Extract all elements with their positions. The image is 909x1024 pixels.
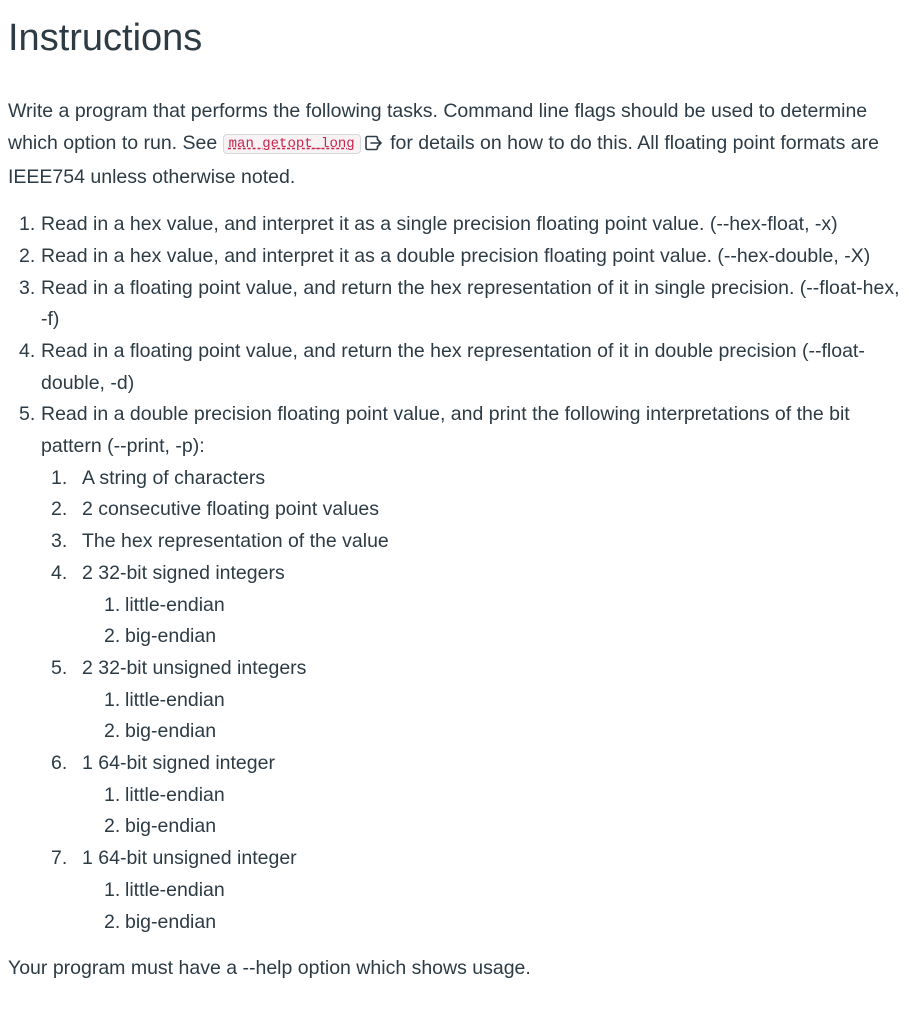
list-item bbox=[82, 907, 901, 939]
intro-paragraph bbox=[8, 96, 901, 194]
help-requirement: Your program must have a --help option which shows usage. bbox=[8, 957, 531, 980]
list-item bbox=[8, 399, 901, 938]
list-number: 1. bbox=[104, 688, 121, 711]
intro-text-before: Write a program that performs the following tasks. Command line flags should be used to determine which option to run. See bbox=[8, 100, 868, 154]
list-item bbox=[8, 273, 901, 336]
list-item-text: Read in a double precision floating point value, and print the following interpretations of the bit pattern (--print, -p): bbox=[41, 403, 850, 458]
list-item-text: Read in a floating point value, and return the hex representation of it in single precision. (--float-hex, -f) bbox=[41, 276, 900, 331]
list-item-text: 2 consecutive floating point values bbox=[82, 498, 380, 521]
list-item bbox=[51, 748, 901, 843]
task-list bbox=[8, 209, 901, 938]
external-link-icon[interactable] bbox=[365, 135, 383, 151]
intro-text-after: for details on how to do this. All floating point formats are IEEE754 unless otherwise noted. bbox=[8, 131, 879, 189]
list-item-text: A string of characters bbox=[82, 466, 266, 489]
list-item bbox=[8, 209, 901, 241]
page-title: Instructions bbox=[8, 17, 203, 59]
list-number: 5. bbox=[51, 656, 68, 679]
list-item-text: little-endian bbox=[125, 593, 225, 616]
list-item bbox=[82, 685, 901, 717]
list-number: 3. bbox=[19, 276, 36, 299]
list-item-text: big-endian bbox=[125, 815, 217, 838]
list-number: 4. bbox=[19, 339, 36, 362]
list-item-text: little-endian bbox=[125, 688, 225, 711]
list-item bbox=[82, 716, 901, 748]
list-number: 3. bbox=[51, 530, 68, 553]
list-item bbox=[82, 780, 901, 812]
list-number: 2. bbox=[104, 910, 121, 933]
list-number: 2. bbox=[19, 244, 36, 267]
list-number: 1. bbox=[51, 466, 68, 489]
list-item-text: big-endian bbox=[125, 625, 217, 648]
list-item bbox=[8, 336, 901, 399]
list-item-text: 1 64-bit signed integer bbox=[82, 752, 275, 775]
list-item-text: big-endian bbox=[125, 910, 217, 933]
list-item bbox=[51, 653, 901, 748]
list-item bbox=[51, 494, 901, 526]
list-number: 2. bbox=[51, 498, 68, 521]
endian-list bbox=[82, 590, 901, 653]
list-number: 6. bbox=[51, 752, 68, 775]
list-item bbox=[8, 241, 901, 273]
list-number: 4. bbox=[51, 561, 68, 584]
list-item-text: big-endian bbox=[125, 720, 217, 743]
list-item bbox=[82, 875, 901, 907]
list-item bbox=[51, 843, 901, 938]
list-item bbox=[51, 463, 901, 495]
list-number: 1. bbox=[104, 593, 121, 616]
list-number: 2. bbox=[104, 720, 121, 743]
list-item-text: little-endian bbox=[125, 878, 225, 901]
endian-list bbox=[82, 875, 901, 938]
list-item bbox=[51, 526, 901, 558]
list-number: 1. bbox=[104, 878, 121, 901]
interpretation-list bbox=[41, 463, 901, 939]
list-item-text: Read in a hex value, and interpret it as a single precision floating point value. (--hex-float, -x) bbox=[41, 213, 838, 236]
endian-list bbox=[82, 685, 901, 748]
man-page-link[interactable]: man getopt_long bbox=[223, 134, 361, 154]
list-number: 5. bbox=[19, 403, 36, 426]
list-item bbox=[51, 558, 901, 653]
list-item-text: Read in a floating point value, and return the hex representation of it in double precision (--float-double, -d) bbox=[41, 339, 865, 394]
list-item-text: little-endian bbox=[125, 783, 225, 806]
list-item-text: 1 64-bit unsigned integer bbox=[82, 847, 297, 870]
list-number: 1. bbox=[19, 213, 36, 236]
list-number: 7. bbox=[51, 847, 68, 870]
list-item-text: 2 32-bit signed integers bbox=[82, 561, 285, 584]
list-item bbox=[82, 590, 901, 622]
list-item bbox=[82, 811, 901, 843]
list-number: 2. bbox=[104, 625, 121, 648]
list-item-text: 2 32-bit unsigned integers bbox=[82, 656, 307, 679]
list-item-text: The hex representation of the value bbox=[82, 530, 389, 553]
list-item bbox=[82, 621, 901, 653]
endian-list bbox=[82, 780, 901, 843]
list-number: 2. bbox=[104, 815, 121, 838]
list-item-text: Read in a hex value, and interpret it as a double precision floating point value. (--hex-double, -X) bbox=[41, 244, 871, 267]
list-number: 1. bbox=[104, 783, 121, 806]
